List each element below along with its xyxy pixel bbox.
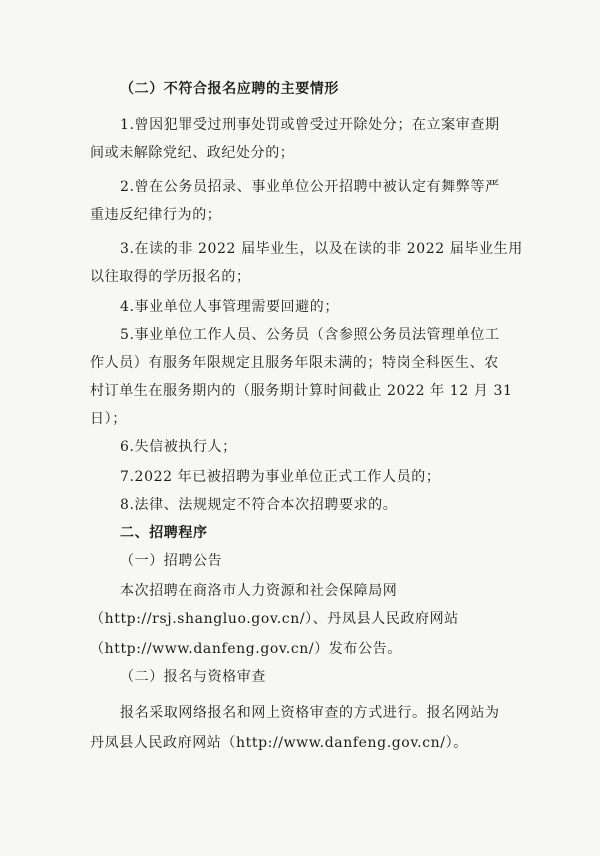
announcement-line-2: （http://rsj.shangluo.gov.cn/）、丹凤县人民政府网站 <box>90 611 459 627</box>
registration-line-1: 报名采取网络报名和网上资格审查的方式进行。报名网站为 <box>120 705 500 721</box>
item-3-line-1: 3.在读的非 2022 届毕业生，以及在读的非 2022 届毕业生用 <box>120 241 523 257</box>
item-3-line-2: 以往取得的学历报名的； <box>90 269 251 285</box>
item-5-line-3: 村订单生在服务期内的（服务期计算时间截止 2022 年 12 月 31 <box>90 383 513 399</box>
section-title-disqualifying-situations: （二）不符合报名应聘的主要情形 <box>120 81 339 97</box>
item-2-line-1: 2.曾在公务员招录、事业单位公开招聘中被认定有舞弊等严 <box>120 179 500 195</box>
subsection-title-registration: （二）报名与资格审查 <box>120 669 266 685</box>
subsection-title-announcement: （一）招聘公告 <box>120 553 223 569</box>
item-1-line-1: 1.曾因犯罪受过刑事处罚或曾受过开除处分；在立案审查期 <box>120 117 500 133</box>
section-title-recruitment-procedure: 二、招聘程序 <box>120 525 208 541</box>
item-4-line-1: 4.事业单位人事管理需要回避的； <box>120 299 339 315</box>
item-7-line-1: 7.2022 年已被招聘为事业单位正式工作人员的； <box>120 469 441 485</box>
item-6-line-1: 6.失信被执行人； <box>120 439 237 455</box>
item-5-line-4: 日）； <box>90 411 127 427</box>
registration-line-2: 丹凤县人民政府网站（http://www.danfeng.gov.cn/）。 <box>90 735 468 751</box>
item-5-line-2: 作人员）有服务年限规定且服务年限未满的；特岗全科医生、农 <box>90 355 499 371</box>
item-5-line-1: 5.事业单位工作人员、公务员（含参照公务员法管理单位工 <box>120 327 500 343</box>
announcement-line-1: 本次招聘在商洛市人力资源和社会保障局网 <box>120 583 398 599</box>
item-8-line-1: 8.法律、法规规定不符合本次招聘要求的。 <box>120 497 398 513</box>
item-2-line-2: 重违反纪律行为的； <box>90 207 222 223</box>
announcement-line-3: （http://www.danfeng.gov.cn/）发布公告。 <box>90 641 402 657</box>
item-1-line-2: 间或未解除党纪、政纪处分的； <box>90 145 295 161</box>
